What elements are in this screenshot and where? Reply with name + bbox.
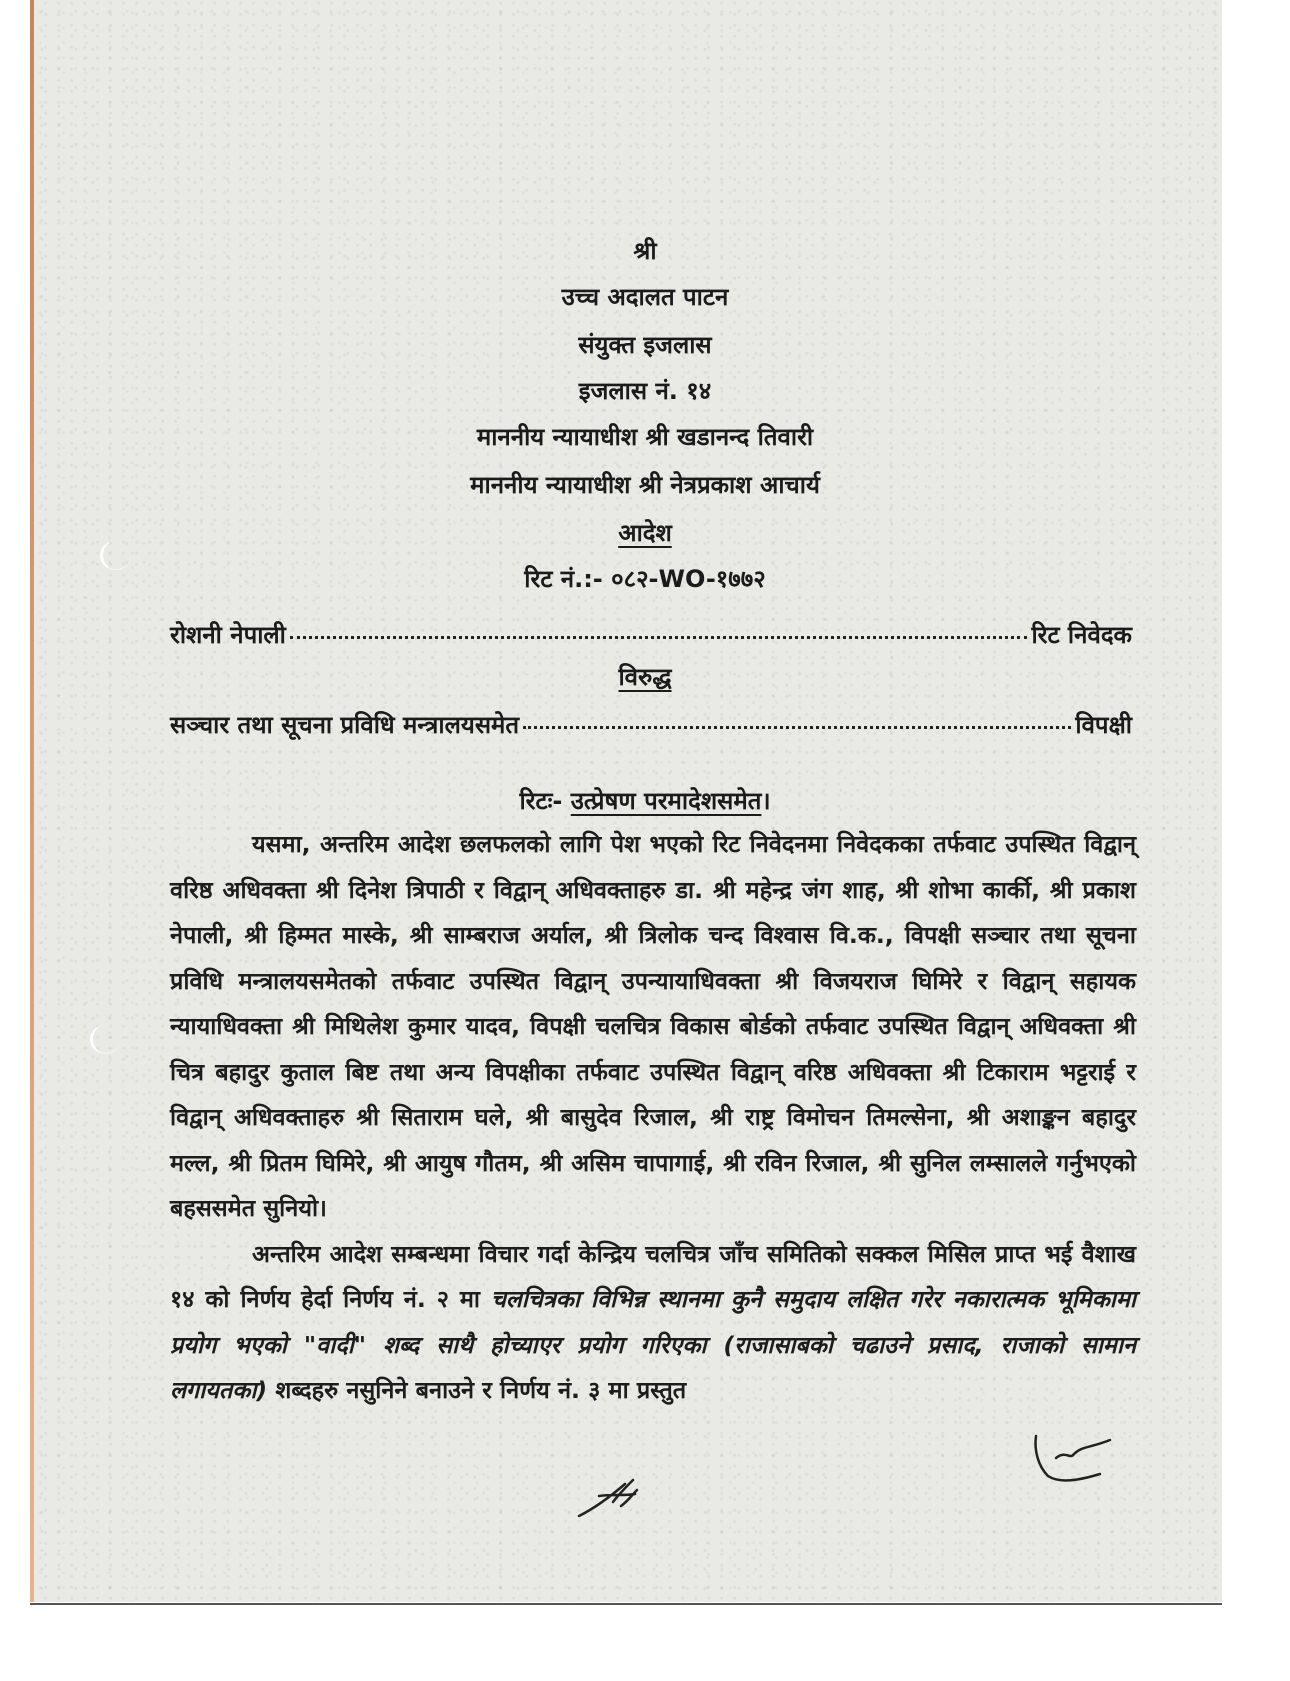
writ-number: रिट नं.:- ०८२-WO-१७७२	[524, 565, 766, 593]
paragraph-decision-quote: चलचित्रका विभिन्न स्थानमा कुनै समुदाय लक्षित गरेर नकारात्मक भूमिकामा प्रयोग भएको "वादी" शब्द साथै होच्याएर प्रयोग गरिएका (राजासाबको चढाउने प्रसाद, राजाको सामान लगायतका)	[170, 1285, 1136, 1404]
subject-title: उत्प्रेषण परमादेशसमेत	[570, 787, 762, 815]
versus-heading: विरुद्ध	[618, 663, 672, 691]
petitioner-name: रोशनी नेपाली	[170, 621, 286, 649]
respondent-name: सञ्चार तथा सूचना प्रविधि मन्त्रालयसमेत	[170, 711, 520, 739]
punch-hole	[90, 1025, 121, 1054]
petitioner-line	[170, 618, 1132, 651]
subject-prefix: रिटः-	[519, 787, 563, 815]
paragraph-decision-part-2: शब्दहरु नसुनिने बनाउने र निर्णय नं. ३ मा प्रस्तुत	[267, 1376, 687, 1404]
order-body	[170, 822, 1136, 1414]
leader-dots	[290, 636, 1028, 639]
bench-type: संयुक्त इजलास	[578, 331, 712, 359]
paragraph-decision-part-1: अन्तरिम आदेश सम्बन्धमा विचार गर्दा केन्द्रिय चलचित्र जाँच समितिको सक्कल मिसिल प्राप्त भई वैशाख १४ को निर्णय हेर्दा निर्णय नं. २ मा	[170, 1239, 1136, 1313]
order-title: आदेश	[618, 519, 672, 547]
bench-number: इजलास नं. १४	[578, 377, 712, 405]
paragraph-hearing: यसमा, अन्तरिम आदेश छलफलको लागि पेश भएको रिट निवेदनमा निवेदकका तर्फवाट उपस्थित विद्वान् वरिष्ठ अधिवक्ता श्री दिनेश त्रिपाठी र विद्वान् अधिवक्ताहरु डा. श्री महेन्द्र जंग शाह, श्री शोभा कार्की, श्री प्रकाश नेपाली, श्री हिम्मत मास्के, श्री साम्बराज अर्याल, श्री त्रिलोक चन्द विश्वास वि.क., विपक्षी सञ्चार तथा सूचना प्रविधि मन्त्रालयसमेतको तर्फवाट उपस्थित विद्वान् उपन्यायाधिवक्ता श्री विजयराज घिमिरे र विद्वान् सहायक न्यायाधिवक्ता श्री मिथिलेश कुमार यादव, विपक्षी चलचित्र विकास बोर्डको तर्फवाट उपस्थित विद्वान् अधिवक्ता श्री चित्र बहादुर कुताल बिष्ट तथा अन्य विपक्षीका तर्फवाट उपस्थित विद्वान् वरिष्ठ अधिवक्ता श्री टिकाराम भट्टराई र विद्वान् अधिवक्ताहरु श्री सिताराम घले, श्री बासुदेव रिजाल, श्री राष्ट्र विमोचन तिमल्सेना, श्री अशाङ्कन बहादुर मल्ल, श्री प्रितम घिमिरे, श्री आयुष गौतम, श्री असिम चापागाई, श्री रविन रिजाल, श्री सुनिल लम्सालले गर्नुभएको बहससमेत सुनियो।	[170, 830, 1136, 1222]
signature-initials-1	[575, 1472, 665, 1522]
judge-2: माननीय न्यायाधीश श्री नेत्रप्रकाश आचार्य	[470, 471, 820, 499]
court-name: उच्च अदालत पाटन	[561, 283, 729, 311]
respondent-line	[170, 708, 1132, 741]
petitioner-role: रिट निवेदक	[1031, 621, 1132, 649]
subject-suffix: ।	[761, 787, 771, 815]
paragraph-decision	[170, 1232, 1136, 1414]
respondent-role: विपक्षी	[1075, 711, 1132, 739]
signature-initials-2	[1030, 1430, 1130, 1490]
page-bottom-edge	[30, 1603, 1222, 1605]
header-shri: श्री	[633, 237, 657, 265]
judge-1: माननीय न्यायाधीश श्री खडानन्द तिवारी	[476, 423, 814, 451]
writ-subject	[0, 786, 1290, 816]
leader-dots	[523, 726, 1071, 729]
